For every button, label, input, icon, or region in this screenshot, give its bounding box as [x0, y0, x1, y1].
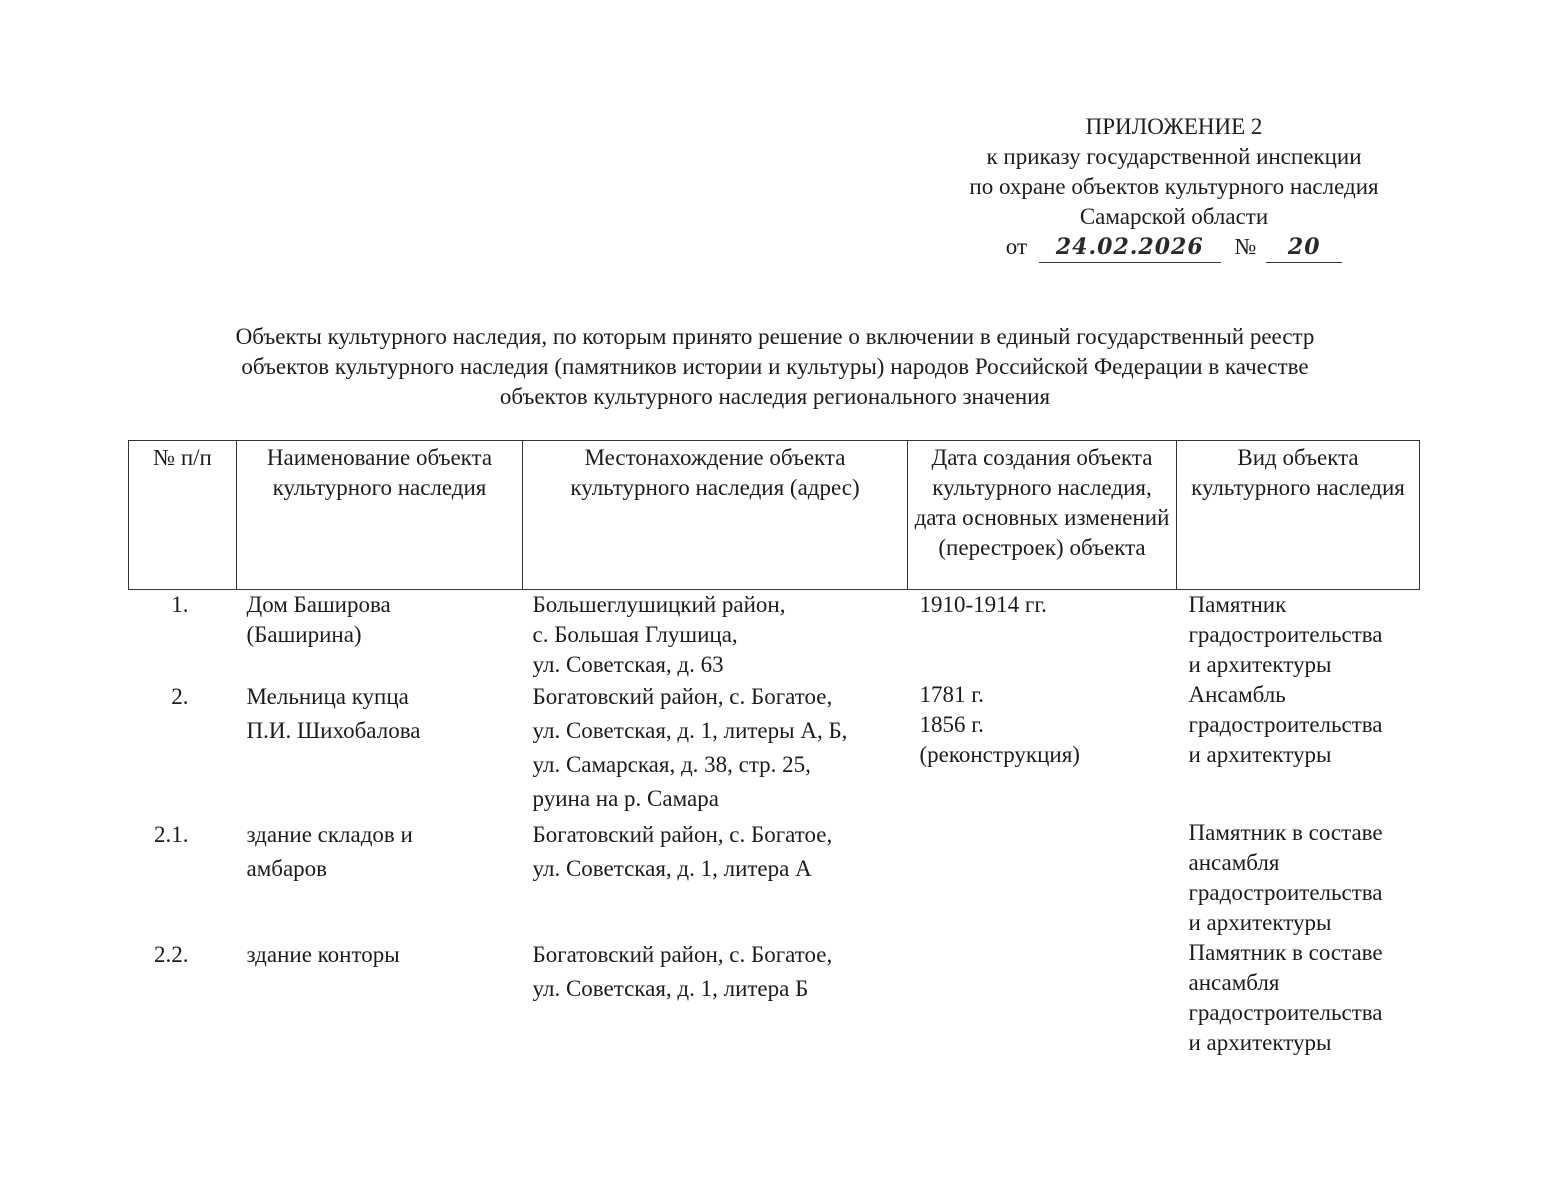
date-prefix: от [1005, 234, 1028, 259]
appendix-line-3: Самарской области [1079, 204, 1269, 229]
table-row [129, 938, 1420, 1058]
object-date: 1910-1914 гг. [919, 592, 1047, 617]
title-line-3: объектов культурного наследия регионального значения [499, 384, 1051, 409]
number-prefix: № [1234, 234, 1257, 259]
appendix-title: ПРИЛОЖЕНИЕ 2 [1085, 114, 1263, 139]
object-date [908, 818, 1177, 938]
header-date: Дата создания объекта культурного наследия, дата основных изменений (перестроек) объекта [908, 441, 1177, 590]
handwritten-date: 24.02.2026 [1039, 232, 1221, 263]
object-address: Богатовский район, с. Богатое, ул. Советская, д. 1, литера А [532, 822, 833, 881]
object-date: 1781 г. 1856 г. (реконструкция) [919, 682, 1080, 767]
row-number: 2.2. [154, 942, 189, 967]
row-number: 2.1. [154, 822, 189, 847]
object-kind: Памятник в составе ансамбля градостроительства и архитектуры [1188, 820, 1383, 935]
object-name: Дом Баширова (Баширина) [246, 592, 391, 647]
heritage-objects-table [128, 440, 1420, 1058]
table-row [129, 590, 1420, 681]
handwritten-number: 20 [1266, 232, 1342, 263]
object-date [908, 938, 1177, 1058]
table-row [129, 818, 1420, 938]
object-kind: Памятник градостроительства и архитектуры [1188, 592, 1383, 677]
object-name: здание складов и амбаров [246, 822, 413, 881]
table-row [129, 680, 1420, 818]
appendix-line-1: к приказу государственной инспекции [986, 144, 1362, 169]
object-name: здание конторы [246, 942, 400, 967]
header-address: Местонахождение объекта культурного наследия (адрес) [523, 441, 908, 590]
object-kind: Ансамбль градостроительства и архитектуры [1188, 682, 1383, 767]
object-kind: Памятник в составе ансамбля градостроительства и архитектуры [1188, 940, 1383, 1055]
title-line-1: Объекты культурного наследия, по которым принято решение о включении в единый государственный реестр [235, 324, 1315, 349]
header-kind: Вид объекта культурного наследия [1177, 441, 1420, 590]
header-number: № п/п [129, 441, 237, 590]
object-address: Богатовский район, с. Богатое, ул. Советская, д. 1, литеры А, Б, ул. Самарская, д. 38, стр. 25, руина на р. Самара [532, 684, 848, 811]
document-title [130, 322, 1420, 412]
object-name: Мельница купца П.И. Шихобалова [246, 684, 421, 743]
table-header-row [129, 441, 1420, 590]
appendix-line-2: по охране объектов культурного наследия [969, 174, 1379, 199]
title-line-2: объектов культурного наследия (памятников истории и культуры) народов Российской Федерации в качестве [241, 354, 1309, 379]
order-date-line [900, 232, 1448, 263]
row-number: 2. [171, 684, 189, 709]
header-name: Наименование объекта культурного наследия [237, 441, 523, 590]
object-address: Большеглушицкий район, с. Большая Глушица, ул. Советская, д. 63 [532, 592, 786, 677]
appendix-header [900, 112, 1448, 263]
object-address: Богатовский район, с. Богатое, ул. Советская, д. 1, литера Б [532, 942, 833, 1001]
row-number: 1. [171, 592, 189, 617]
